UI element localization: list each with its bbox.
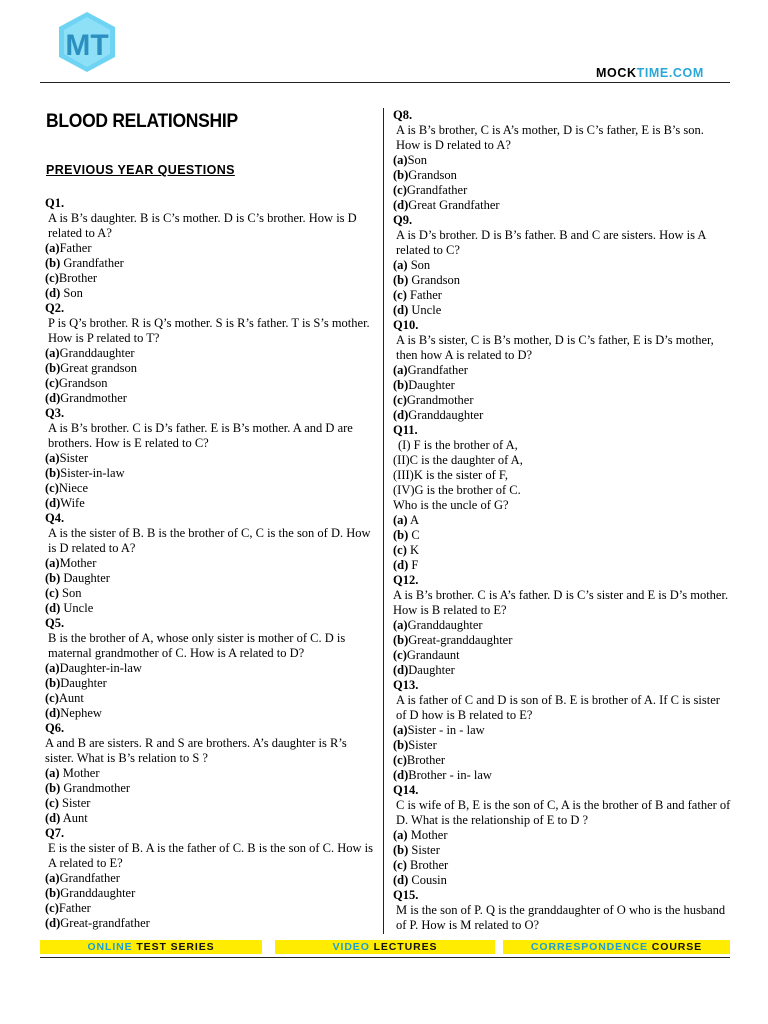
question-block xyxy=(45,301,375,406)
answer-option xyxy=(45,706,375,721)
answer-option xyxy=(45,571,375,586)
answer-option xyxy=(45,796,375,811)
question-text: B is the brother of A, whose only sister is mother of C. D is maternal grandmother of C. How is A related to D? xyxy=(48,631,346,660)
answer-option xyxy=(45,916,375,931)
option-letter: (a) xyxy=(393,153,408,167)
question-block xyxy=(45,406,375,511)
option-text: Brother xyxy=(406,858,449,872)
column-divider xyxy=(383,108,384,934)
answer-option xyxy=(393,273,731,288)
answer-option xyxy=(393,633,731,648)
option-text: Brother xyxy=(406,753,446,767)
answer-option xyxy=(45,256,375,271)
option-text: Grandson xyxy=(58,376,108,390)
option-letter: (c) xyxy=(45,691,59,705)
option-letter: (a) xyxy=(393,258,408,272)
option-letter: (a) xyxy=(45,451,60,465)
section-subtitle: PREVIOUS YEAR QUESTIONS xyxy=(46,163,235,177)
option-text: Granddaughter xyxy=(407,618,483,632)
option-letter: (b) xyxy=(393,633,409,647)
option-text: Niece xyxy=(58,481,89,495)
answer-option xyxy=(45,901,375,916)
option-text: Grandmother xyxy=(406,393,474,407)
option-text: Daughter xyxy=(60,571,110,585)
answer-option xyxy=(393,408,731,423)
option-text: C xyxy=(408,528,420,542)
option-text: Grandfather xyxy=(407,363,468,377)
option-text: Daughter xyxy=(408,663,455,677)
question-number: Q6. xyxy=(45,721,65,735)
footer-label-a: ONLINE xyxy=(87,941,137,953)
footer-label-a: VIDEO xyxy=(332,941,374,953)
answer-option xyxy=(393,288,731,303)
answer-option xyxy=(45,766,375,781)
answer-option xyxy=(393,168,731,183)
option-letter: (b) xyxy=(45,781,61,795)
option-letter: (b) xyxy=(45,571,61,585)
option-text: Daughter xyxy=(408,378,455,392)
option-letter: (c) xyxy=(393,288,407,302)
option-text: Grandson xyxy=(408,273,461,287)
answer-option xyxy=(45,586,375,601)
question-number: Q1. xyxy=(45,196,65,210)
option-text: Grandfather xyxy=(406,183,468,197)
option-letter: (b) xyxy=(393,843,409,857)
brand-name[interactable] xyxy=(596,66,704,80)
question-text: A is father of C and D is son of B. E is brother of A. If C is sister of D how is B related to E? xyxy=(396,693,720,722)
option-text: Granddaughter xyxy=(60,886,136,900)
option-text: Great grandson xyxy=(60,361,137,375)
option-letter: (c) xyxy=(393,183,407,197)
question-number: Q4. xyxy=(45,511,65,525)
option-letter: (d) xyxy=(393,303,409,317)
question-block xyxy=(393,423,731,573)
option-letter: (d) xyxy=(393,663,409,677)
option-letter: (b) xyxy=(393,528,409,542)
option-text: Son xyxy=(407,153,428,167)
option-text: Father xyxy=(58,901,91,915)
question-number: Q14. xyxy=(393,783,419,797)
option-letter: (c) xyxy=(45,271,59,285)
left-column xyxy=(45,196,375,931)
answer-option xyxy=(393,558,731,573)
option-letter: (b) xyxy=(393,378,409,392)
option-letter: (b) xyxy=(45,886,61,900)
option-letter: (c) xyxy=(45,796,59,810)
question-block xyxy=(45,511,375,616)
answer-option xyxy=(393,858,731,873)
brand-part1: MOCK xyxy=(596,66,637,80)
option-letter: (d) xyxy=(393,558,409,572)
page-title: BLOOD RELATIONSHIP xyxy=(46,111,238,132)
footer-divider xyxy=(40,957,730,958)
option-letter: (b) xyxy=(393,273,409,287)
answer-option xyxy=(393,303,731,318)
option-text: Daughter-in-law xyxy=(59,661,142,675)
option-text: Mother xyxy=(59,556,97,570)
question-statement: Who is the uncle of G? xyxy=(393,498,509,512)
footer-label-a: CORRESPONDENCE xyxy=(530,941,652,953)
option-letter: (b) xyxy=(45,256,61,270)
option-letter: (a) xyxy=(45,661,60,675)
answer-option xyxy=(393,378,731,393)
footer-label-b: TEST SERIES xyxy=(136,941,215,953)
mocktime-logo xyxy=(57,11,117,73)
option-text: Brother xyxy=(58,271,98,285)
answer-option xyxy=(393,543,731,558)
answer-option xyxy=(45,361,375,376)
option-text: Aunt xyxy=(60,811,88,825)
option-letter: (a) xyxy=(45,241,60,255)
question-text: A is B’s brother. C is A’s father. D is C’s sister and E is D’s mother. How is B related to E? xyxy=(393,588,729,617)
question-text: E is the sister of B. A is the father of C. B is the son of C. How is A related to E? xyxy=(48,841,373,870)
answer-option xyxy=(393,738,731,753)
option-letter: (d) xyxy=(45,601,61,615)
option-letter: (b) xyxy=(45,361,61,375)
option-text: Son xyxy=(407,258,431,272)
option-letter: (c) xyxy=(45,901,59,915)
option-letter: (b) xyxy=(393,168,409,182)
question-block xyxy=(45,721,375,826)
brand-part2: TIME.COM xyxy=(636,66,704,80)
answer-option xyxy=(45,286,375,301)
option-text: Granddaughter xyxy=(408,408,484,422)
option-letter: (d) xyxy=(393,198,409,212)
answer-option xyxy=(45,466,375,481)
option-letter: (a) xyxy=(393,363,408,377)
option-text: Daughter xyxy=(60,676,107,690)
footer-online-test-series[interactable] xyxy=(40,940,262,954)
answer-option xyxy=(393,363,731,378)
footer-correspondence-course[interactable] xyxy=(503,940,730,954)
answer-option xyxy=(393,513,731,528)
option-letter: (c) xyxy=(393,393,407,407)
question-block xyxy=(393,573,731,678)
answer-option xyxy=(45,391,375,406)
question-text: A and B are sisters. R and S are brothers. A’s daughter is R’s sister. What is B’s relation to S ? xyxy=(45,736,347,765)
option-text: Great-granddaughter xyxy=(408,633,513,647)
answer-option xyxy=(393,528,731,543)
option-letter: (d) xyxy=(45,706,61,720)
answer-option xyxy=(393,828,731,843)
option-text: Granddaughter xyxy=(59,346,135,360)
option-text: Nephew xyxy=(60,706,102,720)
option-letter: (d) xyxy=(45,391,61,405)
option-text: Sister xyxy=(58,796,91,810)
question-block xyxy=(45,196,375,301)
option-letter: (a) xyxy=(45,766,60,780)
option-text: Sister xyxy=(59,451,89,465)
option-text: Grandmother xyxy=(60,781,131,795)
answer-option xyxy=(45,496,375,511)
question-text: C is wife of B, E is the son of C, A is the brother of B and father of D. What is the relationship of E to D ? xyxy=(396,798,731,827)
option-letter: (b) xyxy=(393,738,409,752)
option-letter: (a) xyxy=(45,556,60,570)
option-text: Uncle xyxy=(408,303,442,317)
option-text: Grandson xyxy=(408,168,457,182)
option-text: Uncle xyxy=(60,601,94,615)
answer-option xyxy=(45,781,375,796)
option-letter: (c) xyxy=(45,586,59,600)
option-letter: (a) xyxy=(393,618,408,632)
option-text: Great Grandfather xyxy=(408,198,500,212)
question-number: Q15. xyxy=(393,888,419,902)
option-letter: (c) xyxy=(393,753,407,767)
option-text: F xyxy=(408,558,419,572)
answer-option xyxy=(393,648,731,663)
answer-option xyxy=(393,873,731,888)
answer-option xyxy=(45,481,375,496)
answer-option xyxy=(45,346,375,361)
answer-option xyxy=(393,723,731,738)
header-divider xyxy=(40,82,730,83)
option-letter: (d) xyxy=(393,768,409,782)
option-text: Son xyxy=(58,586,82,600)
question-number: Q3. xyxy=(45,406,65,420)
answer-option xyxy=(45,556,375,571)
footer-label-b: COURSE xyxy=(651,941,703,953)
answer-option xyxy=(45,691,375,706)
option-text: Brother - in- law xyxy=(408,768,492,782)
question-number: Q12. xyxy=(393,573,419,587)
option-text: Grandfather xyxy=(59,871,120,885)
option-text: A xyxy=(407,513,420,527)
question-number: Q13. xyxy=(393,678,419,692)
question-number: Q7. xyxy=(45,826,65,840)
question-text: M is the son of P. Q is the granddaughter of O who is the husband of P. How is M related to O? xyxy=(396,903,726,932)
option-letter: (a) xyxy=(45,871,60,885)
question-text: A is D’s brother. D is B’s father. B and C are sisters. How is A related to C? xyxy=(396,228,706,257)
question-block xyxy=(45,616,375,721)
option-letter: (a) xyxy=(393,828,408,842)
question-block xyxy=(393,108,731,213)
option-letter: (d) xyxy=(45,496,61,510)
option-letter: (d) xyxy=(45,811,61,825)
question-block xyxy=(393,678,731,783)
option-letter: (c) xyxy=(393,543,407,557)
answer-option xyxy=(45,376,375,391)
answer-option xyxy=(393,258,731,273)
footer-bar xyxy=(40,940,730,954)
answer-option xyxy=(45,601,375,616)
option-letter: (a) xyxy=(45,346,60,360)
answer-option xyxy=(45,676,375,691)
option-letter: (d) xyxy=(393,408,409,422)
question-block xyxy=(393,783,731,888)
option-text: Sister xyxy=(408,843,440,857)
question-statement: (III)K is the sister of F, xyxy=(393,468,508,482)
option-text: Aunt xyxy=(58,691,84,705)
option-letter: (d) xyxy=(45,916,61,930)
answer-option xyxy=(45,811,375,826)
question-number: Q8. xyxy=(393,108,413,122)
answer-option xyxy=(393,198,731,213)
question-text: A is B’s daughter. B is C’s mother. D is C’s brother. How is D related to A? xyxy=(48,211,357,240)
option-text: Grandfather xyxy=(60,256,124,270)
question-statement: (I) F is the brother of A, xyxy=(398,438,518,452)
footer-video-lectures[interactable] xyxy=(275,940,495,954)
option-letter: (a) xyxy=(393,513,408,527)
question-number: Q2. xyxy=(45,301,65,315)
answer-option xyxy=(393,153,731,168)
option-text: Father xyxy=(406,288,442,302)
option-text: Sister xyxy=(408,738,437,752)
option-text: Grandmother xyxy=(60,391,127,405)
footer-label-b: LECTURES xyxy=(373,941,438,953)
question-text: P is Q’s brother. R is Q’s mother. S is R’s father. T is S’s mother. How is P related to T? xyxy=(48,316,370,345)
question-text: A is B’s brother. C is D’s father. E is B’s mother. A and D are brothers. How is E related to C? xyxy=(48,421,353,450)
question-text: A is B’s sister, C is B’s mother, D is C’s father, E is D’s mother, then how A is related to D? xyxy=(396,333,714,362)
answer-option xyxy=(393,753,731,768)
answer-option xyxy=(393,768,731,783)
option-text: Sister-in-law xyxy=(60,466,125,480)
option-text: Grandaunt xyxy=(406,648,460,662)
question-number: Q9. xyxy=(393,213,413,227)
option-letter: (c) xyxy=(393,648,407,662)
option-letter: (c) xyxy=(45,376,59,390)
option-text: Mother xyxy=(59,766,100,780)
option-text: Son xyxy=(60,286,83,300)
answer-option xyxy=(45,241,375,256)
answer-option xyxy=(393,663,731,678)
option-text: Mother xyxy=(407,828,448,842)
answer-option xyxy=(45,886,375,901)
answer-option xyxy=(45,871,375,886)
right-column xyxy=(393,108,731,933)
question-number: Q11. xyxy=(393,423,418,437)
answer-option xyxy=(393,618,731,633)
answer-option xyxy=(45,451,375,466)
answer-option xyxy=(393,183,731,198)
question-block xyxy=(393,888,731,933)
answer-option xyxy=(393,843,731,858)
option-letter: (d) xyxy=(393,873,409,887)
question-number: Q10. xyxy=(393,318,419,332)
answer-option xyxy=(45,661,375,676)
question-text: A is B’s brother, C is A’s mother, D is C’s father, E is B’s son. How is D related to A? xyxy=(396,123,704,152)
option-letter: (a) xyxy=(393,723,408,737)
option-text: Cousin xyxy=(408,873,447,887)
option-text: Wife xyxy=(60,496,85,510)
question-statement: (IV)G is the brother of C. xyxy=(393,483,521,497)
option-text: Sister - in - law xyxy=(407,723,485,737)
option-letter: (b) xyxy=(45,466,61,480)
option-letter: (b) xyxy=(45,676,61,690)
question-text: A is the sister of B. B is the brother of C, C is the son of D. How is D related to A? xyxy=(48,526,371,555)
question-statement: (II)C is the daughter of A, xyxy=(393,453,523,467)
option-letter: (c) xyxy=(393,858,407,872)
option-text: K xyxy=(406,543,420,557)
question-number: Q5. xyxy=(45,616,65,630)
question-block xyxy=(393,213,731,318)
option-letter: (d) xyxy=(45,286,61,300)
question-block xyxy=(393,318,731,423)
option-text: Great-grandfather xyxy=(60,916,150,930)
option-text: Father xyxy=(59,241,92,255)
answer-option xyxy=(393,393,731,408)
logo-text: MT xyxy=(65,29,109,62)
answer-option xyxy=(45,271,375,286)
question-block xyxy=(45,826,375,931)
option-letter: (c) xyxy=(45,481,59,495)
